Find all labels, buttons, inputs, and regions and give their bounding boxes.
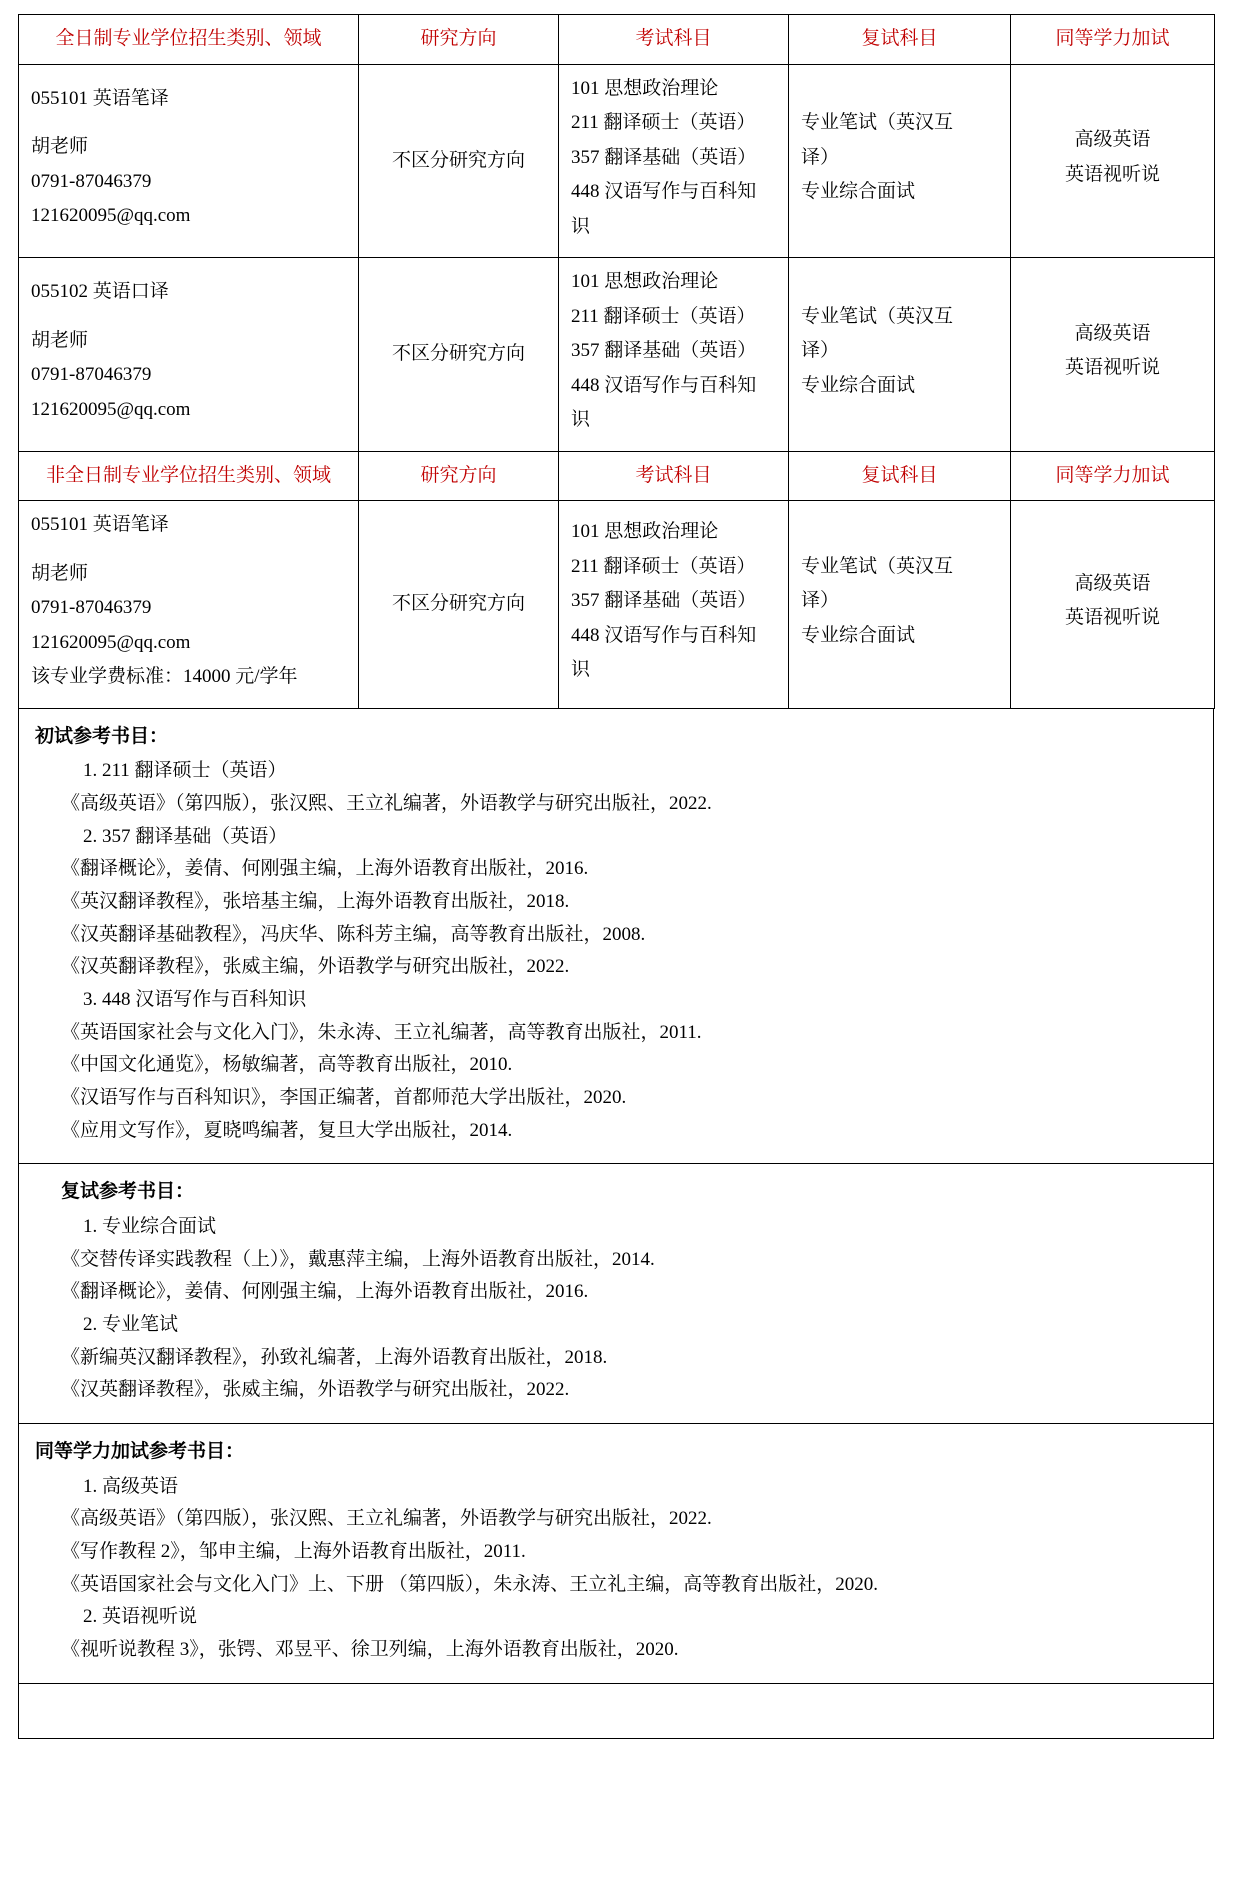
retest-subject-line: 专业笔试（英汉互 (801, 305, 954, 327)
reference-line: 3. 448 汉语写作与百科知识 (83, 988, 307, 1010)
table-header-parttime (19, 451, 1215, 501)
exam-subjects-cell (559, 258, 789, 452)
program-code: 055101 英语笔译 (31, 87, 169, 109)
reference-line: 《视听说教程 3》，张锷、邓昱平、徐卫列编，上海外语教育出版社，2020. (61, 1638, 679, 1660)
exam-subject-line: 识 (571, 215, 591, 237)
spacer (31, 546, 346, 560)
contact-phone: 0791-87046379 (31, 364, 152, 386)
contact-name: 胡老师 (31, 562, 89, 584)
bottom-spacer-cell (19, 1683, 1214, 1738)
reference-line: 《翻译概论》，姜倩、何刚强主编，上海外语教育出版社，2016. (61, 858, 589, 880)
reference-line: 《应用文写作》，夏晓鸣编著，复旦大学出版社，2014. (61, 1119, 513, 1141)
equivalent-cell (1011, 64, 1215, 258)
exam-subject-line: 101 思想政治理论 (571, 521, 719, 542)
equivalent-references-block (19, 1423, 1214, 1683)
table-row (19, 258, 1215, 452)
header-exam-subjects: 考试科目 (559, 15, 789, 65)
exam-subject-line: 211 翻译硕士（英语） (571, 305, 756, 327)
header-equivalent: 同等学力加试 (1011, 451, 1215, 501)
spacer (31, 119, 346, 133)
program-code: 055101 英语笔译 (31, 514, 169, 535)
contact-phone: 0791-87046379 (31, 597, 152, 618)
retest-subject-line: 专业综合面试 (801, 624, 916, 646)
reference-line: 1. 高级英语 (83, 1475, 179, 1497)
reference-line: 《英语国家社会与文化入门》，朱永涛、王立礼编著，高等教育出版社，2011. (61, 1021, 702, 1043)
reference-line: 《汉语写作与百科知识》，李国正编著，首都师范大学出版社，2020. (61, 1086, 627, 1108)
exam-subject-line: 识 (571, 409, 591, 430)
exam-subject-line: 211 翻译硕士（英语） (571, 112, 756, 133)
header-direction: 研究方向 (359, 15, 559, 65)
equivalent-line: 英语视听说 (1064, 163, 1160, 185)
reference-line: 《汉英翻译基础教程》，冯庆华、陈科芳主编，高等教育出版社，2008. (61, 923, 646, 945)
direction-cell: 不区分研究方向 (359, 64, 559, 258)
reference-line: 2. 英语视听说 (83, 1606, 198, 1628)
exam-subject-line: 448 汉语写作与百科知 (571, 181, 757, 202)
reference-line: 《翻译概论》，姜倩、何刚强主编，上海外语教育出版社，2016. (61, 1281, 589, 1303)
exam-subject-line: 448 汉语写作与百科知 (571, 624, 757, 646)
header-exam-subjects: 考试科目 (559, 451, 789, 501)
retest-subject-line: 译） (801, 590, 840, 611)
reference-line: 《英语国家社会与文化入门》上、下册 （第四版），朱永涛、王立礼主编，高等教育出版社，2020. (61, 1573, 879, 1595)
contact-name: 胡老师 (31, 136, 89, 158)
spacer (31, 313, 346, 327)
reference-line: 《高级英语》（第四版），张汉熙、王立礼编著，外语教学与研究出版社，2022. (61, 792, 712, 814)
exam-subjects-cell (559, 64, 789, 258)
program-cell (19, 501, 359, 709)
contact-email: 121620095@qq.com (31, 631, 191, 653)
reference-line: 《高级英语》（第四版），张汉熙、王立礼编著，外语教学与研究出版社，2022. (61, 1508, 712, 1530)
exam-subject-line: 448 汉语写作与百科知 (571, 374, 757, 396)
header-category-parttime: 非全日制专业学位招生类别、领域 (19, 451, 359, 501)
program-code: 055102 英语口译 (31, 281, 169, 303)
reference-line: 《汉英翻译教程》，张威主编，外语教学与研究出版社，2022. (61, 956, 570, 978)
retest-subject-line: 专业笔试（英汉互 (801, 555, 954, 577)
reference-line: 《交替传译实践教程（上）》，戴惠萍主编，上海外语教育出版社，2014. (61, 1248, 655, 1270)
retest-subject-line: 专业综合面试 (801, 374, 916, 396)
admissions-table (18, 14, 1215, 709)
contact-name: 胡老师 (31, 329, 89, 351)
equivalent-line: 高级英语 (1074, 129, 1151, 151)
equivalent-line: 高级英语 (1074, 322, 1151, 344)
table-header-fulltime (19, 15, 1215, 65)
retest-subjects-cell (789, 258, 1011, 452)
exam-subject-line: 357 翻译基础（英语） (571, 590, 757, 611)
equivalent-references-cell (19, 1423, 1214, 1683)
retest-references-cell (19, 1164, 1214, 1424)
contact-email: 121620095@qq.com (31, 398, 191, 420)
equivalent-line: 英语视听说 (1064, 607, 1160, 629)
program-cell (19, 64, 359, 258)
equivalent-line: 英语视听说 (1064, 357, 1160, 379)
header-retest-subjects: 复试科目 (789, 451, 1011, 501)
equivalent-references-title: 同等学力加试参考书目： (35, 1440, 245, 1462)
retest-subject-line: 专业综合面试 (801, 181, 916, 202)
bottom-spacer-row (19, 1683, 1214, 1738)
reference-line: 2. 专业笔试 (83, 1313, 179, 1335)
retest-subject-line: 译） (801, 146, 840, 168)
initial-exam-references-cell (19, 708, 1214, 1164)
reference-line: 2. 357 翻译基础（英语） (83, 825, 288, 847)
reference-line: 《汉英翻译教程》，张威主编，外语教学与研究出版社，2022. (61, 1379, 570, 1401)
retest-references-block (19, 1164, 1214, 1424)
table-row (19, 501, 1215, 709)
reference-line: 《中国文化通览》，杨敏编著，高等教育出版社，2010. (61, 1054, 513, 1076)
reference-line: 《写作教程 2》，邹申主编，上海外语教育出版社，2011. (61, 1540, 526, 1562)
exam-subjects-cell (559, 501, 789, 709)
header-category-fulltime: 全日制专业学位招生类别、领域 (19, 15, 359, 65)
header-retest-subjects: 复试科目 (789, 15, 1011, 65)
initial-exam-references-block (19, 708, 1214, 1164)
exam-subject-line: 识 (571, 659, 591, 680)
retest-references-title: 复试参考书目： (61, 1181, 195, 1203)
exam-subject-line: 211 翻译硕士（英语） (571, 555, 756, 577)
tuition-note: 该专业学费标准：14000 元/学年 (31, 666, 298, 687)
exam-subject-line: 101 思想政治理论 (571, 77, 719, 99)
program-cell (19, 258, 359, 452)
exam-subject-line: 101 思想政治理论 (571, 271, 719, 292)
table-row (19, 64, 1215, 258)
equivalent-cell (1011, 258, 1215, 452)
initial-references-title: 初试参考书目： (35, 725, 169, 747)
references-table (18, 708, 1214, 1739)
header-direction: 研究方向 (359, 451, 559, 501)
direction-cell: 不区分研究方向 (359, 501, 559, 709)
reference-line: 《新编英汉翻译教程》，孙致礼编著，上海外语教育出版社，2018. (61, 1346, 608, 1368)
retest-subjects-cell (789, 501, 1011, 709)
reference-line: 1. 211 翻译硕士（英语） (83, 760, 287, 782)
contact-email: 121620095@qq.com (31, 205, 191, 227)
equivalent-cell (1011, 501, 1215, 709)
header-equivalent: 同等学力加试 (1011, 15, 1215, 65)
contact-phone: 0791-87046379 (31, 170, 152, 192)
retest-subject-line: 译） (801, 340, 840, 361)
exam-subject-line: 357 翻译基础（英语） (571, 146, 757, 168)
direction-cell: 不区分研究方向 (359, 258, 559, 452)
reference-line: 《英汉翻译教程》，张培基主编，上海外语教育出版社，2018. (61, 890, 570, 912)
retest-subject-line: 专业笔试（英汉互 (801, 112, 954, 133)
retest-subjects-cell (789, 64, 1011, 258)
reference-line: 1. 专业综合面试 (83, 1215, 217, 1237)
equivalent-line: 高级英语 (1074, 572, 1151, 594)
exam-subject-line: 357 翻译基础（英语） (571, 340, 757, 361)
